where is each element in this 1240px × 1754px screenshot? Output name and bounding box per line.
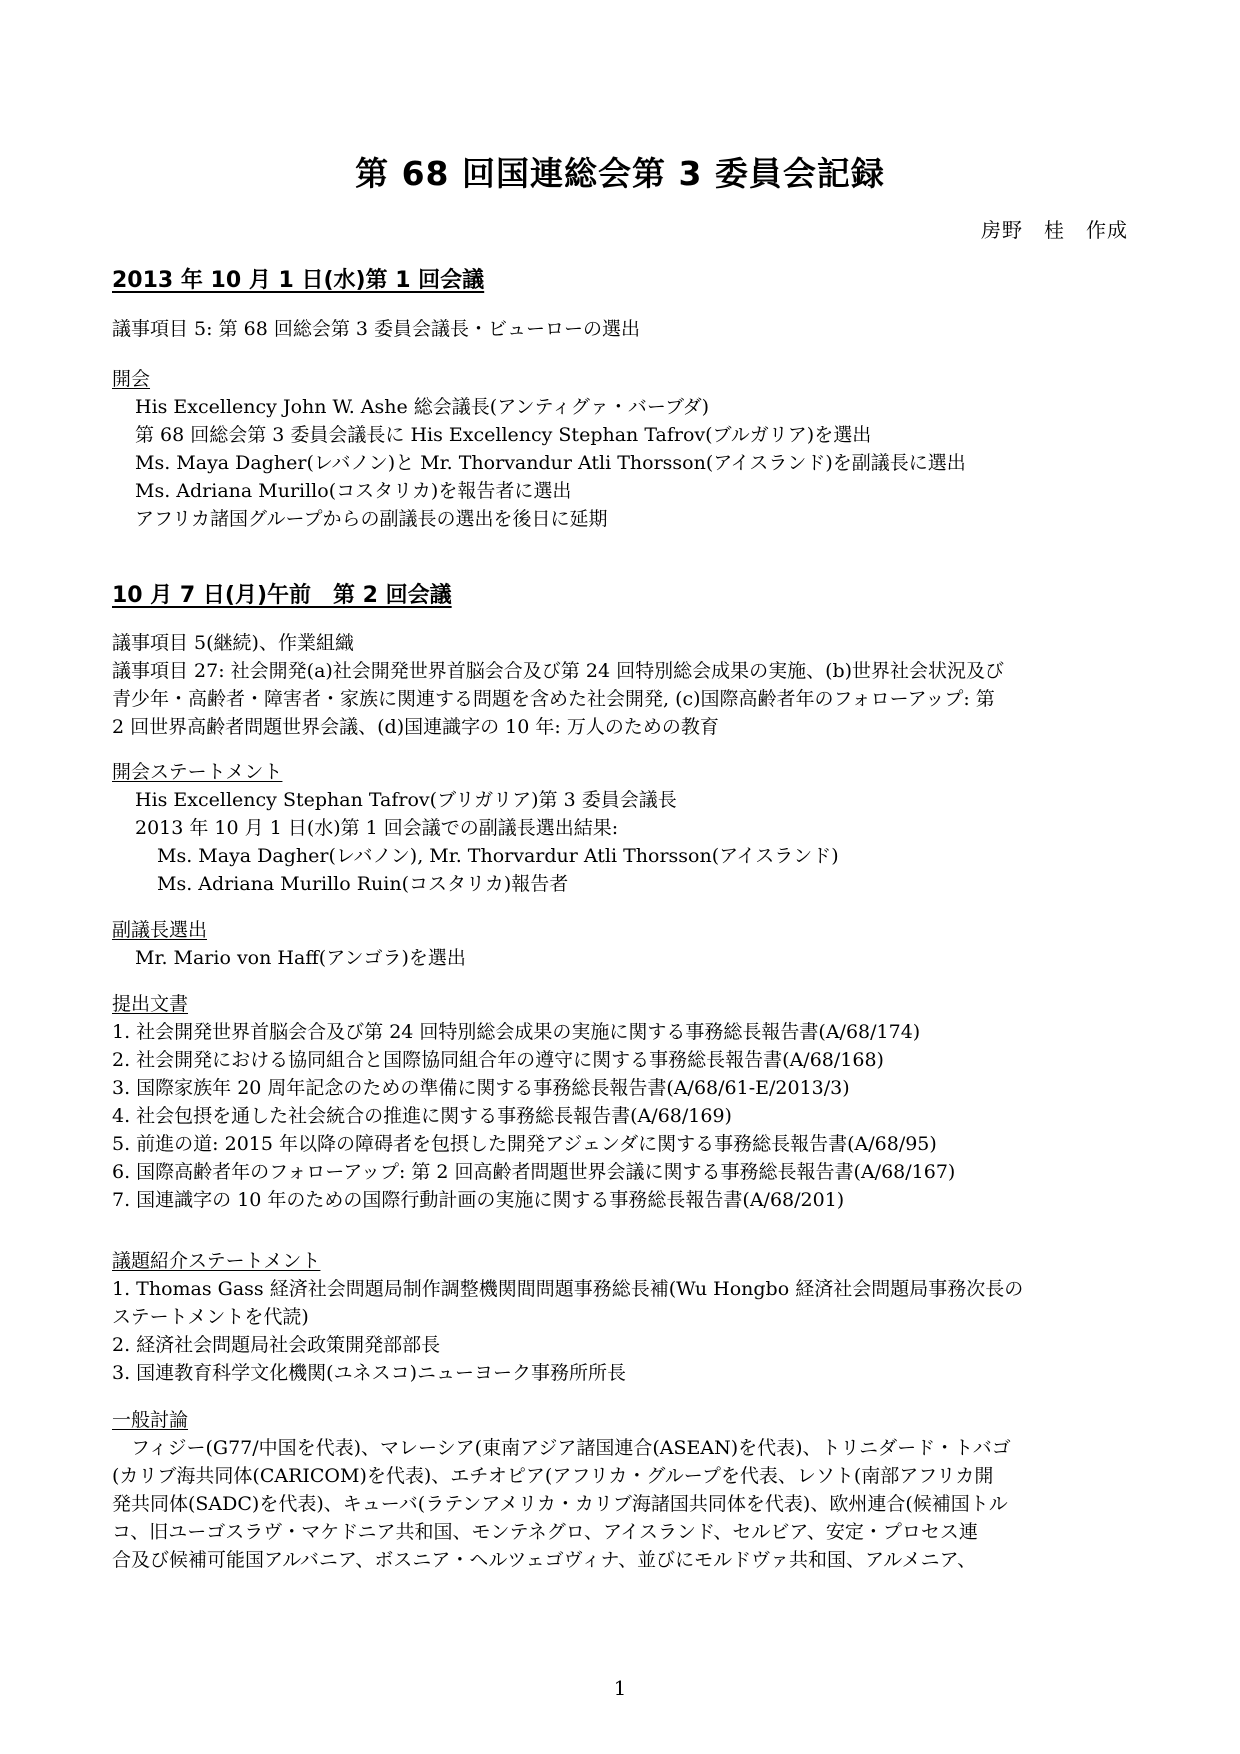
agenda-item: 議事項目 5: 第 68 回総会第 3 委員会議長・ビューローの選出 bbox=[112, 318, 640, 340]
general-debate-line: フィジー(G77/中国を代表)、マレーシア(東南アジア諸国連合(ASEAN)を代表)、トリニダード・トバゴ bbox=[112, 1437, 1011, 1459]
section1-opening bbox=[112, 365, 1130, 533]
document-item: 5. 前進の道: 2015 年以降の障碍者を包摂した開発アジェンダに関する事務総長報告書(A/68/95) bbox=[112, 1133, 937, 1155]
document-item: 2. 社会開発における協同組合と国際協同組合年の遵守に関する事務総長報告書(A/68/168) bbox=[112, 1049, 884, 1071]
general-debate-line: コ、旧ユーゴスラヴ・マケドニア共和国、モンテネグロ、アイスランド、セルビア、安定・プロセス連 bbox=[112, 1521, 978, 1543]
opening-line: Ms. Maya Dagher(レバノン)と Mr. Thorvandur Atli Thorsson(アイスランド)を副議長に選出 bbox=[135, 452, 966, 474]
agenda-line: 青少年・高齢者・障害者・家族に関連する問題を含めた社会開発, (c)国際高齢者年のフォローアップ: 第 bbox=[112, 688, 995, 710]
general-debate bbox=[112, 1406, 1130, 1574]
introductory-item: ステートメントを代読) bbox=[112, 1306, 309, 1328]
introductory-item: 3. 国連教育科学文化機関(ユネスコ)ニューヨーク事務所所長 bbox=[112, 1362, 626, 1384]
document-title: 第 68 回国連総会第 3 委員会記録 bbox=[355, 154, 885, 193]
vice-chair-line: Mr. Mario von Haff(アンゴラ)を選出 bbox=[135, 947, 466, 969]
opening-line: Ms. Adriana Murillo(コスタリカ)を報告者に選出 bbox=[135, 480, 572, 502]
opening-line: アフリカ諸国グループからの副議長の選出を後日に延期 bbox=[135, 508, 608, 530]
general-debate-line: (カリブ海共同体(CARICOM)を代表)、エチオピア(アフリカ・グループを代表、レソト(南部アフリカ開 bbox=[112, 1465, 994, 1487]
document-author: 房野 桂 作成 bbox=[981, 218, 1128, 242]
vice-chair-label: 副議長選出 bbox=[112, 919, 208, 941]
opening-statement-line: Ms. Maya Dagher(レバノン), Mr. Thorvardur Atli Thorsson(アイスランド) bbox=[157, 845, 839, 867]
document-item: 7. 国連識字の 10 年のための国際行動計画の実施に関する事務総長報告書(A/68/201) bbox=[112, 1189, 845, 1211]
opening-statement-line: 2013 年 10 月 1 日(水)第 1 回会議での副議長選出結果: bbox=[135, 817, 619, 839]
document-item: 3. 国際家族年 20 周年記念のための準備に関する事務総長報告書(A/68/61-E/2013/3) bbox=[112, 1077, 850, 1099]
vice-chair-election bbox=[112, 916, 1130, 972]
introductory-item: 1. Thomas Gass 経済社会問題局制作調整機関間問題事務総長補(Wu Hongbo 経済社会問題局事務次長の bbox=[112, 1278, 1024, 1300]
opening-line: His Excellency John W. Ashe 総会議長(アンティグァ・バーブダ) bbox=[135, 396, 710, 418]
section2-agenda bbox=[112, 629, 1130, 741]
opening-statement-label: 開会ステートメント bbox=[112, 761, 283, 783]
opening-line: 第 68 回総会第 3 委員会議長に His Excellency Stephan Tafrov(ブルガリア)を選出 bbox=[135, 424, 872, 446]
general-debate-label: 一般討論 bbox=[112, 1409, 189, 1431]
agenda-line: 2 回世界高齢者問題世界会議、(d)国連識字の 10 年: 万人のための教育 bbox=[112, 716, 719, 738]
section1-heading: 2013 年 10 月 1 日(水)第 1 回会議 bbox=[112, 268, 485, 293]
opening-statement-line: Ms. Adriana Murillo Ruin(コスタリカ)報告者 bbox=[157, 873, 569, 895]
submitted-documents bbox=[112, 990, 1130, 1214]
general-debate-line: 合及び候補可能国アルバニア、ボスニア・ヘルツェゴヴィナ、並びにモルドヴァ共和国、アルメニア、 bbox=[112, 1549, 977, 1571]
documents-label: 提出文書 bbox=[112, 993, 189, 1015]
section2-heading: 10 月 7 日(月)午前 第 2 回会議 bbox=[112, 583, 452, 608]
document-item: 4. 社会包摂を通した社会統合の推進に関する事務総長報告書(A/68/169) bbox=[112, 1105, 732, 1127]
document-item: 1. 社会開発世界首脳会合及び第 24 回特別総会成果の実施に関する事務総長報告書(A/68/174) bbox=[112, 1021, 921, 1043]
opening-label: 開会 bbox=[112, 368, 151, 390]
introductory-item: 2. 経済社会問題局社会政策開発部部長 bbox=[112, 1334, 441, 1356]
agenda-line: 議事項目 27: 社会開発(a)社会開発世界首脳会合及び第 24 回特別総会成果の実施、(b)世界社会状況及び bbox=[112, 660, 1005, 682]
general-debate-line: 発共同体(SADC)を代表)、キューバ(ラテンアメリカ・カリブ海諸国共同体を代表)、欧州連合(候補国トル bbox=[112, 1493, 1008, 1515]
introductory-label: 議題紹介ステートメント bbox=[112, 1250, 321, 1272]
document-item: 6. 国際高齢者年のフォローアップ: 第 2 回高齢者問題世界会議に関する事務総長報告書(A/68/167) bbox=[112, 1161, 956, 1183]
page-number: 1 bbox=[613, 1676, 627, 1700]
section1-agenda bbox=[112, 315, 1130, 343]
introductory-statement bbox=[112, 1247, 1130, 1387]
agenda-line: 議事項目 5(継続)、作業組織 bbox=[112, 632, 354, 654]
opening-statement bbox=[112, 758, 1130, 898]
opening-statement-line: His Excellency Stephan Tafrov(ブリガリア)第 3 委員会議長 bbox=[135, 789, 677, 811]
